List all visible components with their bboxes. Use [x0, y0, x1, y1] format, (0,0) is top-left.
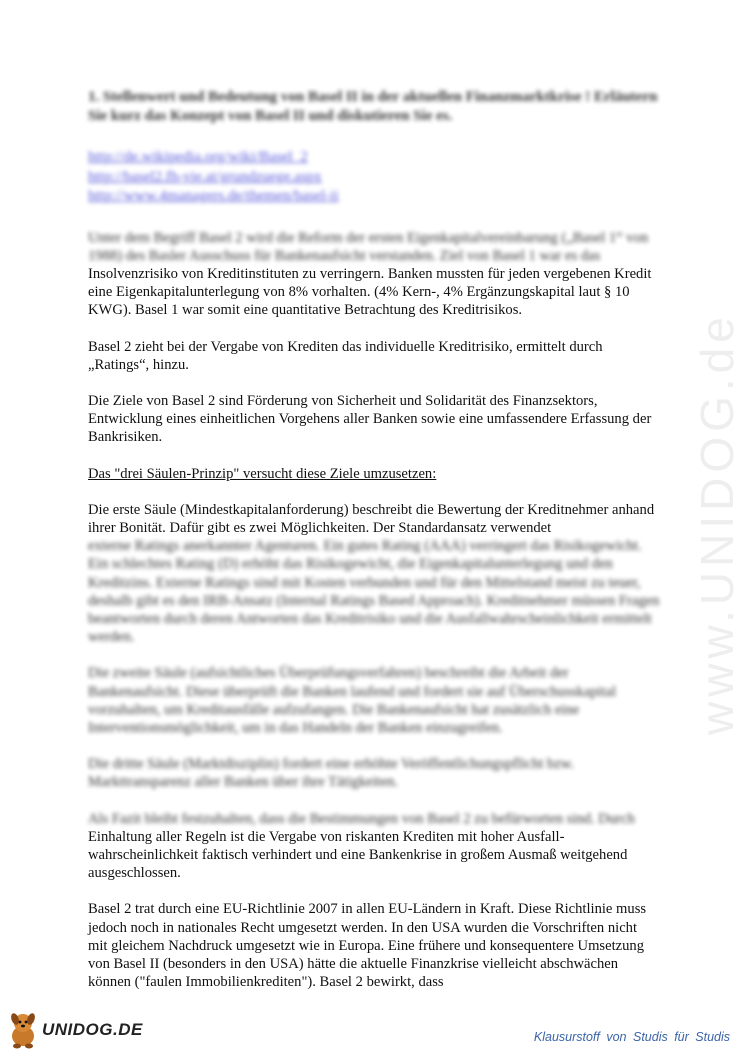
footer-tagline: Klausurstoff von Studis für Studis	[533, 1030, 730, 1044]
paragraph-5: Die zweite Säule (aufsichtliches Überprüfungsverfahren) beschreibt die Arbeit der Bankenaufsicht. Diese überprüft die Banken laufend und fordert sie auf Überschusskapital vorzuhalten, um Kreditausfälle aufzufangen. Die Bankenaufsicht hat zusätzlich eine Interventionsmöglichkeit, um in das Handeln der Banken einzugreifen.	[88, 665, 617, 736]
unidog-logo[interactable]	[6, 1010, 143, 1050]
paragraph-1-blurred: Unter dem Begriff Basel 2 wird die Reform der ersten Eigenkapitalvereinbarung („Basel 1“ von 1988) des Basler Ausschuss für Bankenaufsicht verstanden. Ziel von Basel 1 war es das	[88, 229, 649, 264]
paragraph-3: Die Ziele von Basel 2 sind Förderung von Sicherheit und Solidarität des Finanzsektors, Entwicklung eines einheitlichen Vorgehens aller Banken sowie eine umfassendere Erfassung der Bankrisiken.	[88, 392, 652, 446]
paragraph-2: Basel 2 zieht bei der Vergabe von Krediten das individuelle Kreditrisiko, ermittelt durch „Ratings“, hinzu.	[88, 338, 603, 373]
paragraph-7	[88, 810, 660, 883]
paragraph-1	[88, 229, 660, 320]
question-heading: 1. Stellenwert und Bedeutung von Basel II in der aktuellen Finanzmarktkrise ! Erläutern Sie kurz das Konzept von Basel II und diskutieren Sie es.	[88, 89, 658, 124]
link-wikipedia[interactable]: http://de.wikipedia.org/wiki/Basel_2	[88, 149, 308, 165]
link-list	[88, 148, 660, 207]
section-title: Das "drei Säulen-Prinzip" versucht diese Ziele umzusetzen:	[88, 465, 437, 482]
watermark: www.UNIDOG.de	[691, 312, 743, 735]
link-4managers[interactable]: http://www.4managers.de/themen/basel-ii	[88, 188, 339, 204]
paragraph-4-blurred: externe Ratings anerkannter Agenturen. Ein gutes Rating (AAA) verringert das Risikogewicht. Ein schlechtes Rating (D) erhöht das Risikogewicht, die Eigenkapitalunterlegung und den Kreditzins. Externe Ratings sind mit Kosten verbunden und für den Mittelstand meist zu teuer, deshalb gibt es den IRB-Ansatz (Internal Ratings Based Approach). Kreditnehmer müssen Fragen beantworten durch deren Antworten das Kreditrisiko und die Ausfallwahrscheinlichkeit ermittelt werden.	[88, 538, 660, 646]
page-footer	[0, 1010, 750, 1060]
link-basel2-fh[interactable]: http://basel2.fh-vie.at/grundzuege.aspx	[88, 168, 322, 185]
paragraph-8: Basel 2 trat durch eine EU-Richtlinie 2007 in allen EU-Ländern in Kraft. Diese Richtlinie muss jedoch noch in nationales Recht umgesetzt werden. In den USA wurden die Vorschriften nicht mit gleichem Nachdruck umgesetzt wie in Europa. Eine frühere und konsequentere Umsetzung von Basel II (besonders in den USA) hätte die aktuelle Finanzkrise vielleicht abschwächen können ("faulen Immobilienkrediten"). Basel 2 bewirkt, dass	[88, 901, 647, 991]
logo-text: UNIDOG.DE	[42, 1020, 143, 1039]
paragraph-7-blurred: Als Fazit bleibt festzuhalten, dass die Bestimmungen von Basel 2 zu befürworten sind. Durch	[88, 810, 635, 827]
paragraph-1-text: Insolvenzrisiko von Kreditinstituten zu verringern. Banken mussten für jeden vergebenen Kredit eine Eigenkapitalunterlegung von 8% vorhalten. (4% Kern-, 4% Ergänzungskapital laut § 10 KWG). Basel 1 war somit eine quantitative Betrachtung des Kreditrisikos.	[88, 265, 652, 319]
document-body	[88, 88, 660, 1009]
dog-icon	[6, 1010, 40, 1050]
paragraph-6: Die dritte Säule (Marktdisziplin) fordert eine erhöhte Veröffentlichungspflicht bzw. Markttransparenz aller Banken über ihre Tätigkeiten.	[88, 756, 575, 791]
paragraph-4	[88, 501, 660, 647]
paragraph-4-text: Die erste Säule (Mindestkapitalanforderung) beschreibt die Bewertung der Kreditnehmer anhand ihrer Bonität. Dafür gibt es zwei Möglichkeiten. Der Standardansatz verwendet	[88, 501, 655, 536]
paragraph-7-text: Einhaltung aller Regeln ist die Vergabe von riskanten Krediten mit hoher Ausfall-wahrscheinlichkeit faktisch verhindert und eine Bankenkrise in großem Ausmaß weitgehend ausgeschlossen.	[88, 828, 628, 882]
